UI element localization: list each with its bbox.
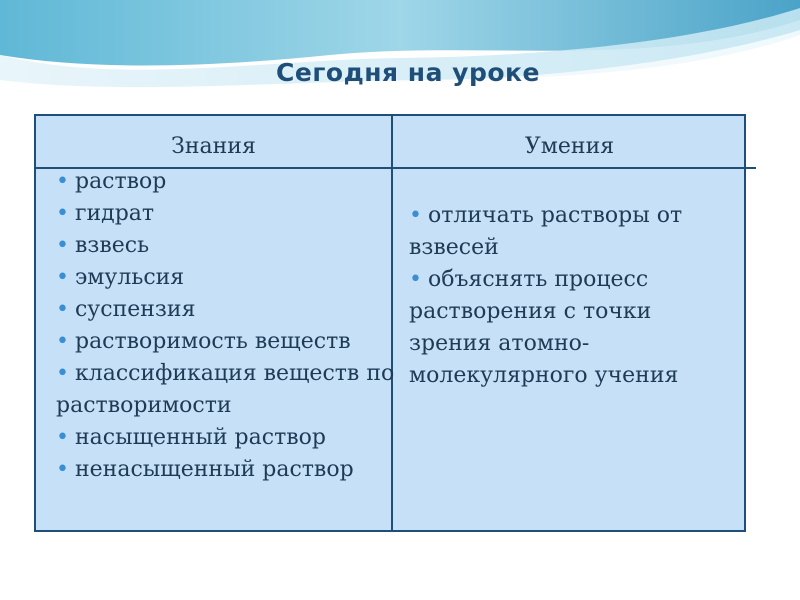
skill-item: • отличать растворы от взвесей bbox=[409, 200, 709, 264]
knowledge-item: • насыщенный раствор bbox=[56, 422, 396, 454]
knowledge-item: • ненасыщенный раствор bbox=[56, 454, 396, 486]
knowledge-item: • раствор bbox=[56, 166, 396, 198]
header-knowledge: Знания bbox=[171, 134, 256, 159]
knowledge-item: • классификация веществ по растворимости bbox=[56, 358, 396, 422]
knowledge-item: • растворимость веществ bbox=[56, 326, 396, 358]
knowledge-item: • эмульсия bbox=[56, 262, 396, 294]
lesson-table bbox=[34, 114, 746, 532]
knowledge-item: • гидрат bbox=[56, 198, 396, 230]
knowledge-item: • взвесь bbox=[56, 230, 396, 262]
skills-list bbox=[409, 200, 709, 392]
skill-item: • объяснять процесс растворения с точки зрения атомно-молекулярного учения bbox=[409, 264, 709, 392]
decorative-wave-header bbox=[0, 0, 800, 110]
knowledge-list bbox=[56, 166, 396, 486]
slide-title: Сегодня на уроке bbox=[276, 58, 540, 87]
knowledge-item: • суспензия bbox=[56, 294, 396, 326]
header-skills: Умения bbox=[524, 134, 615, 159]
